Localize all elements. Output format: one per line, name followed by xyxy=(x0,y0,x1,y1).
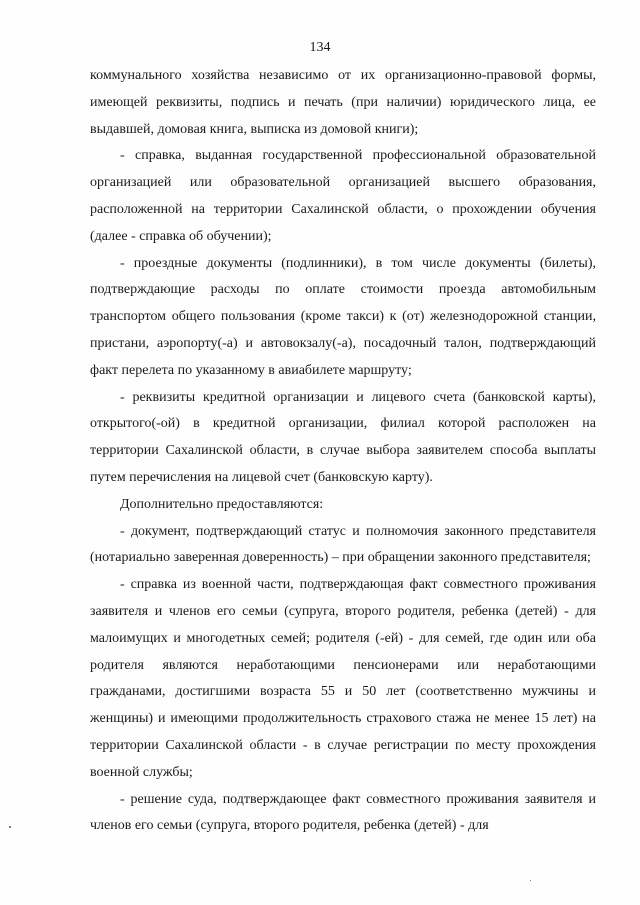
paragraph-military-certificate: - справка из военной части, подтверждающая факт совместного проживания заявителя и членов его семьи (супруга, второго родителя, ребенка (детей) - для малоимущих и многодетных семей; родителя (-ей) - для семей, где один или оба родителя являются неработающими пенсионерами или неработающими гражданами, достигшими возраста 55 и 50 лет (соответственно мужчины и женщины) и имеющими продолжительность страхового стажа не менее 15 лет) на территории Сахалинской области - в случае регистрации по месту прохождения военной службы; xyxy=(90,577,596,780)
scan-speck xyxy=(530,880,531,881)
paragraph-study-certificate: - справка, выданная государственной профессиональной образовательной организацией или образовательной организацией высшего образования, расположенной на территории Сахалинской области, о прохождении обучения (далее - справка об обучении); xyxy=(90,148,596,244)
document-body xyxy=(90,63,596,840)
paragraph-additional-heading: Дополнительно предоставляются: xyxy=(120,496,324,512)
scan-speck xyxy=(9,826,11,828)
paragraph-travel-documents: - проездные документы (подлинники), в том числе документы (билеты), подтверждающие расходы по оплате стоимости проезда автомобильным транспортом общего пользования (кроме такси) к (от) железнодорожной станции, пристани, аэропорту(-а) и автовокзалу(-а), посадочный талон, подтверждающий факт перелета по указанному в авиабилете маршруту; xyxy=(90,255,596,378)
paragraph-continuation: коммунального хозяйства независимо от их организационно-правовой формы, имеющей реквизиты, подпись и печать (при наличии) юридического лица, ее выдавшей, домовая книга, выписка из домовой книги); xyxy=(90,68,596,137)
paragraph-court-decision: - решение суда, подтверждающее факт совместного проживания заявителя и членов его семьи (супруга, второго родителя, ребенка (детей) - для xyxy=(90,791,596,834)
paragraph-bank-details: - реквизиты кредитной организации и лицевого счета (банковской карты), открытого(-ой) в кредитной организации, филиал которой расположен на территории Сахалинской области, в случае выбора заявителем способа выплаты путем перечисления на лицевой счет (банковскую карту). xyxy=(90,389,596,485)
paragraph-representative-document: - документ, подтверждающий статус и полномочия законного представителя (нотариально заверенная доверенность) – при обращении законного представителя; xyxy=(90,523,596,566)
page-number: 134 xyxy=(309,40,331,55)
